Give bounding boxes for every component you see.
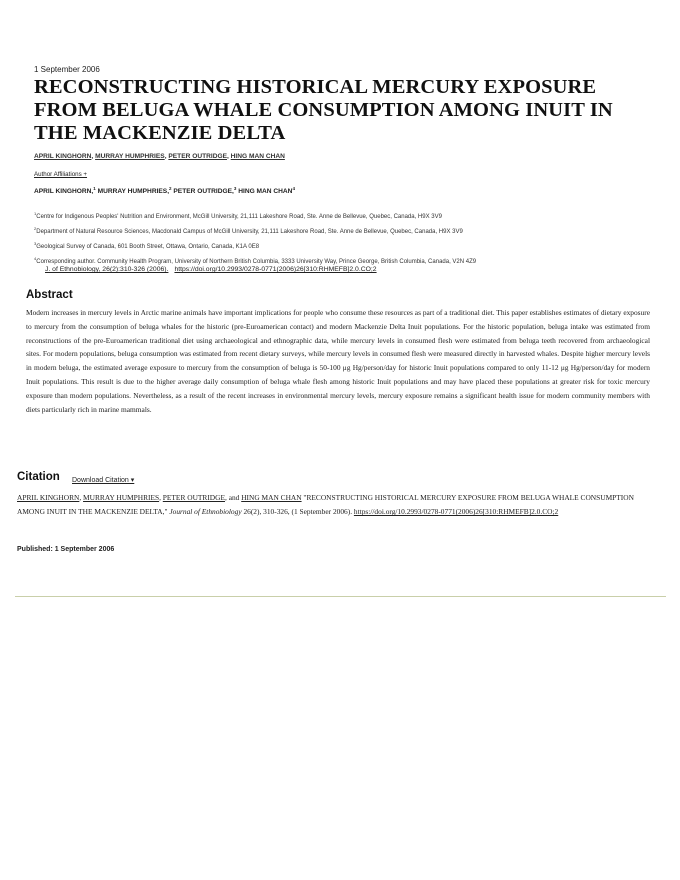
affiliation-item: $^2$Department of Natural Resource Sciences, Macdonald Campus of McGill University, 21,111 Lakeshore Road, Ste. Anne de Bellevue, Quebec, Canada, H9X 3V9	[34, 226, 463, 235]
author-link[interactable]: APRIL KINGHORN	[34, 153, 92, 160]
author-link[interactable]: HING MAN CHAN	[230, 153, 285, 160]
affiliations-list	[34, 208, 476, 268]
citation-author-link[interactable]: MURRAY HUMPHRIES	[83, 493, 160, 502]
section-divider	[15, 596, 666, 597]
citation-author-link[interactable]: PETER OUTRIDGE	[162, 493, 225, 502]
author-links: APRIL KINGHORN, MURRAY HUMPHRIES, PETER OUTRIDGE, HING MAN CHAN	[34, 153, 285, 160]
abstract-text: Modern increases in mercury levels in Arctic marine animals have important implications for people who consume these resources as part of a traditional diet. This paper establishes estimates of dietary exposure to mercury from the consumption of beluga whales for the historic (pre-Euroamerican contact) and modern Mackenzie Delta Inuit populations. For the historic population, beluga intake was estimated from reconstructions of the pre-Euroamerican traditional diet using archaeological and ethnographic data, while mercury levels in consumed flesh were estimated from beluga teeth recovered from archaeological sites. For modern populations, beluga consumption was estimated from recent dietary surveys, while mercury levels in consumed flesh were measured directly in harvested whales. Despite higher mercury levels in modern beluga, the estimated average exposure to mercury from the consumption of beluga is 50-100 μg Hg/person/day for historic Inuit populations compared to only 11-12 μg Hg/person/day for modern Inuit populations. This result is due to the higher average daily consumption of beluga whale flesh among historic Inuit populations and may have placed these populations at greater risk for toxic mercury exposure than modern populations. Nevertheless, as a result of the recent increases in environmental mercury levels, mercury exposure remains a significant health issue for modern community members with diets particularly rich in marine mammals.	[26, 308, 650, 414]
author-link[interactable]: PETER OUTRIDGE	[168, 153, 227, 160]
author-link[interactable]: MURRAY HUMPHRIES	[95, 153, 165, 160]
authors-with-affiliations: APRIL KINGHORN,$^1$ MURRAY HUMPHRIES,$^2$ PETER OUTRIDGE,$^3$ HING MAN CHAN$^4$	[34, 186, 295, 196]
article-title	[34, 76, 644, 145]
abstract-heading: Abstract	[26, 289, 73, 301]
affiliation-item: $^3$Geological Survey of Canada, 601 Booth Street, Ottawa, Ontario, Canada, K1A 0E8	[34, 241, 260, 250]
title-line: RECONSTRUCTING HISTORICAL MERCURY EXPOSURE	[34, 76, 597, 98]
citation-author-link[interactable]: HING MAN CHAN	[241, 493, 302, 502]
affiliation-item: $^4$Corresponding author. Community Health Program, University of Northern British Columbia, 3333 University Way, Prince George, British Columbia, Canada, V2N 4Z9	[34, 256, 477, 265]
title-line: FROM BELUGA WHALE CONSUMPTION AMONG INUIT IN	[34, 99, 613, 121]
doi-link[interactable]: https://doi.org/10.2993/0278-0771(2006)26[310:RHMEFB]2.0.CO;2	[174, 266, 377, 273]
journal-link[interactable]: J. of Ethnobiology, 26(2):310-326 (2006).	[45, 266, 169, 273]
title-line: THE MACKENZIE DELTA	[34, 122, 286, 144]
citation-heading: Citation	[17, 471, 60, 483]
publication-date: 1 September 2006	[34, 65, 100, 74]
citation-journal: Journal of Ethnobiology	[169, 507, 242, 517]
citation-author-link[interactable]: APRIL KINGHORN	[17, 493, 80, 502]
citation-doi-link[interactable]: https://doi.org/10.2993/0278-0771(2006)26[310:RHMEFB]2.0.CO;2	[353, 507, 559, 517]
published-date: Published: 1 September 2006	[17, 546, 115, 553]
journal-reference	[45, 266, 377, 273]
citation-text: APRIL KINGHORN, MURRAY HUMPHRIES, PETER OUTRIDGE, and HING MAN CHAN "RECONSTRUCTING HISTORICAL MERCURY EXPOSURE FROM BELUGA WHALE CONSUMPTION AMONG INUIT IN THE MACKENZIE DELTA," Journal of Ethnobiology 26(2), 310-326, (1 September 2006). https://doi.org/10.2993/0278-0771(2006)26[310:RHMEFB]2.0.CO;2	[17, 493, 634, 517]
affiliation-item: $^1$Centre for Indigenous Peoples' Nutrition and Environment, McGill University, 21,111 Lakeshore Road, Ste. Anne de Bellevue, Quebec, Canada, H9X 3V9	[34, 211, 442, 220]
download-citation-button[interactable]: Download Citation ▾	[72, 477, 135, 484]
author-affiliations-toggle[interactable]: Author Affiliations +	[34, 171, 88, 178]
